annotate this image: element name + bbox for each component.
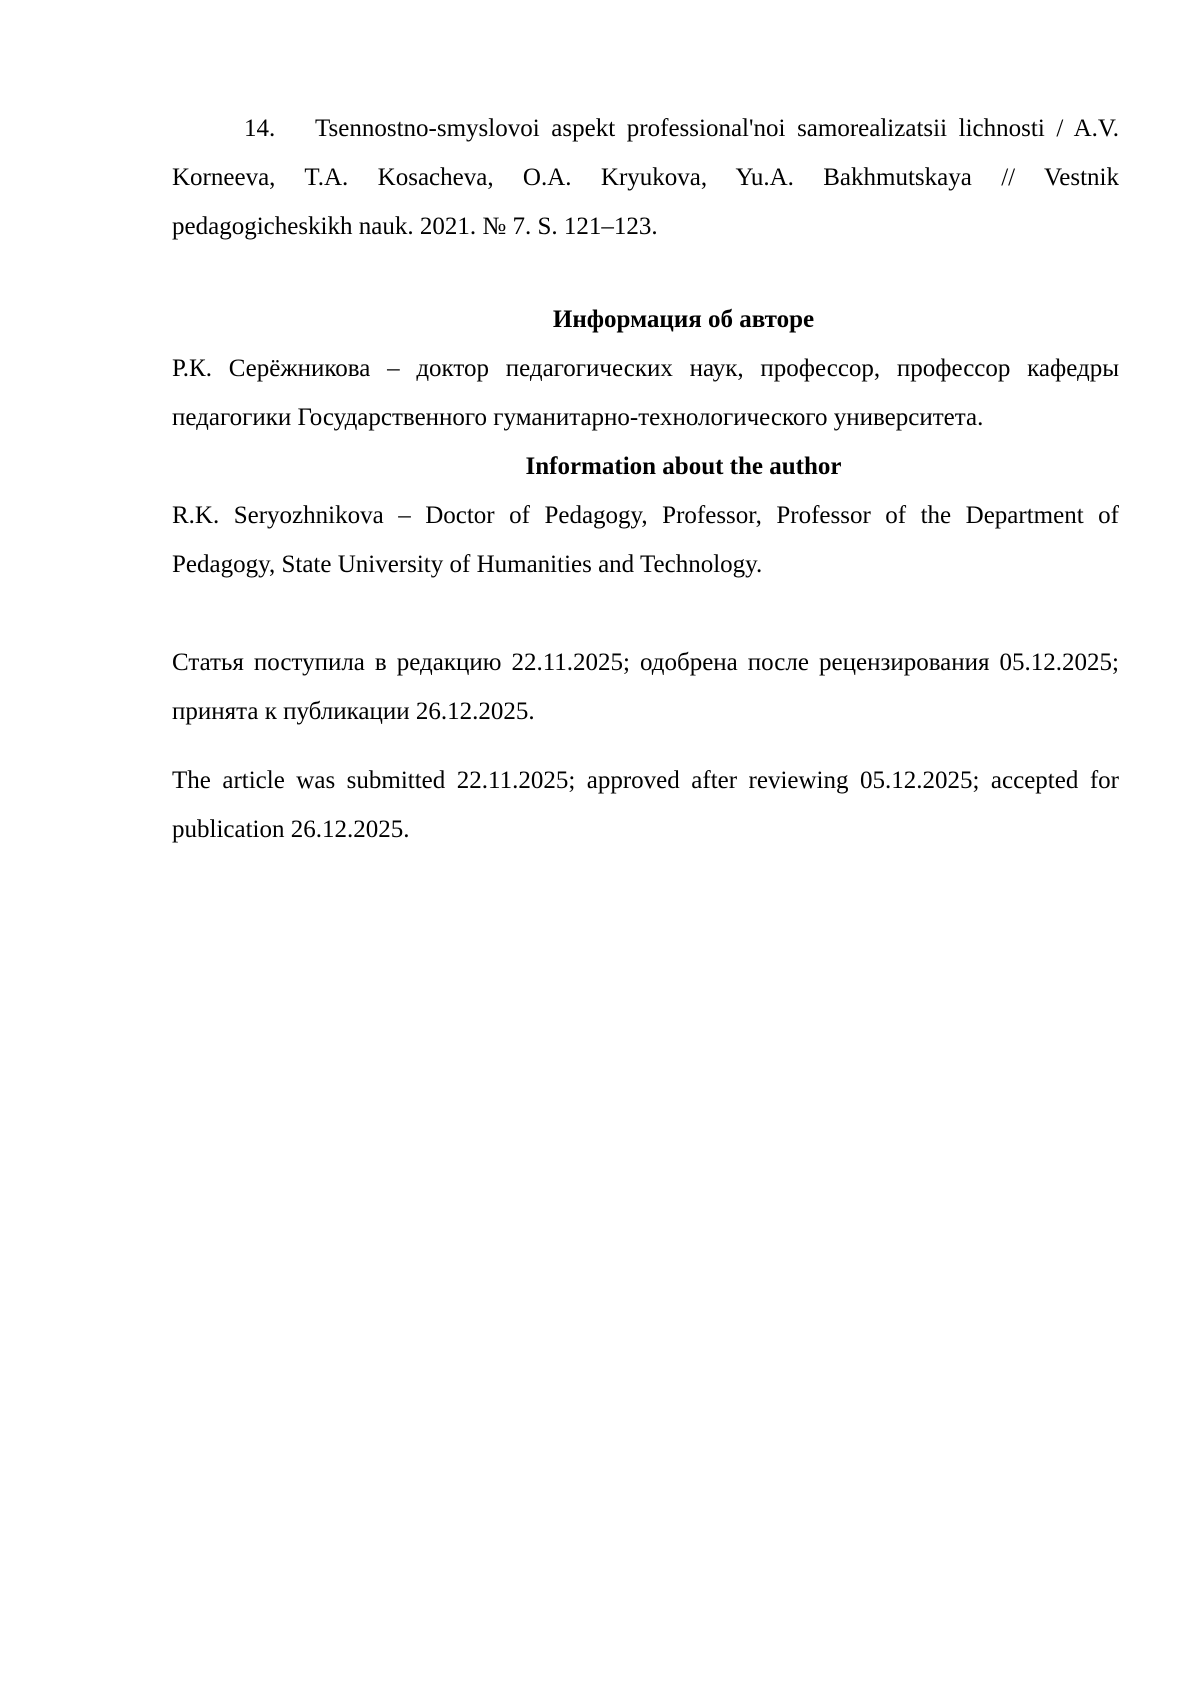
author-info-heading-en: Information about the author: [525, 453, 842, 480]
article-dates-en: The article was submitted 22.11.2025; approved after reviewing 05.12.2025; accepted for publication 26.12.2025.: [172, 767, 1119, 843]
author-info-heading-ru: Информация об авторе: [552, 306, 815, 333]
reference-item: [172, 104, 1119, 251]
article-dates-ru: Статья поступила в редакцию 22.11.2025; одобрена после рецензирования 05.12.2025; принята к публикации 26.12.2025.: [172, 649, 1119, 725]
author-info-text-ru: Р.К. Серёжникова – доктор педагогических наук, профессор, профессор кафедры педагогики Государственного гуманитарно-технологического университета.: [172, 355, 1119, 431]
page-content: [172, 104, 1119, 854]
reference-text: Tsennostno-smyslovoi aspekt professional'noi samorealizatsii lichnosti / A.V. Korneeva, T.A. Kosacheva, O.A. Kryukova, Yu.A. Bakhmutskaya // Vestnik pedagogicheskikh nauk. 2021. № 7. S. 121–123.: [172, 115, 1119, 240]
reference-number: 14.: [244, 115, 276, 142]
author-info-text-en: R.K. Seryozhnikova – Doctor of Pedagogy, Professor, Professor of the Department of Pedagogy, State University of Humanities and Technology.: [172, 502, 1119, 578]
